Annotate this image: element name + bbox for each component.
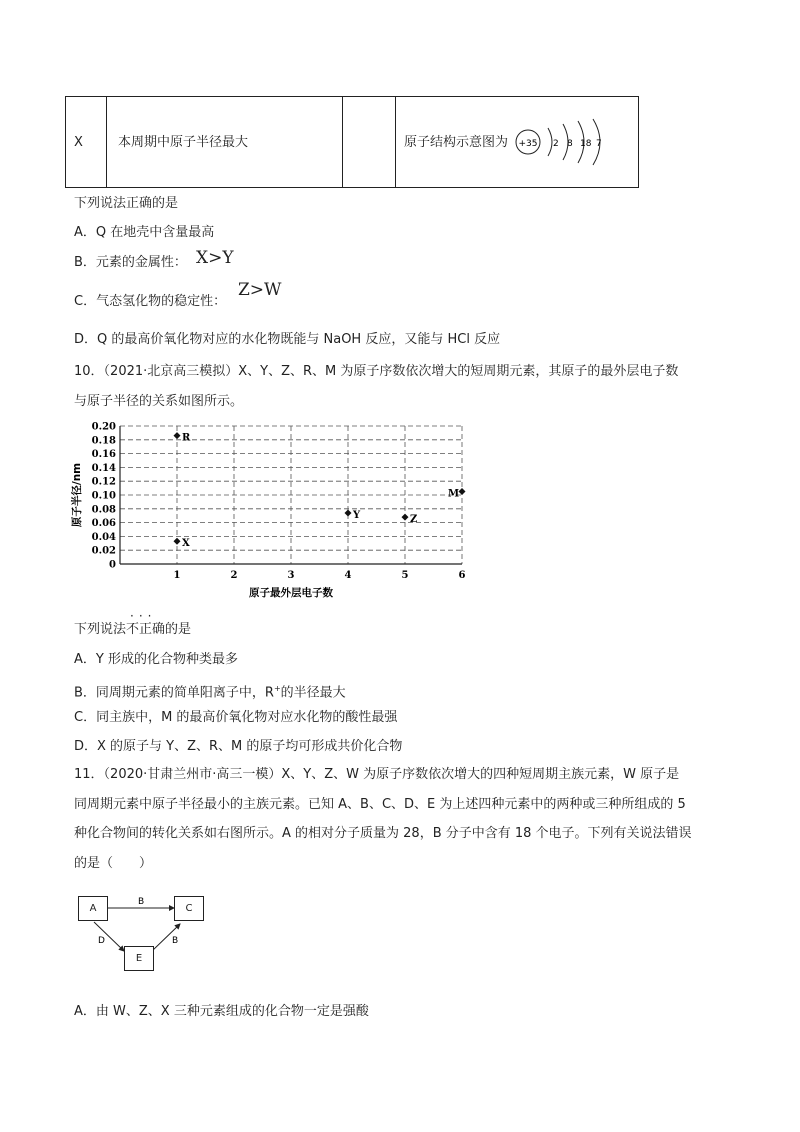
q9-option-b: B．元素的金属性： [74, 255, 187, 270]
q9-prompt: 下列说法正确的是 [74, 196, 179, 211]
data-point [174, 538, 181, 545]
q10-option-c: C．同主族中，M 的最高价氧化物对应水化物的酸性最强 [74, 710, 398, 725]
x-tick-label: 4 [344, 570, 352, 581]
q11-stem-line-3: 种化合物间的转化关系如右图所示。A 的相对分子质量为 28，B 分子中含有 18 个电子。下列有关说法错误 [74, 826, 692, 841]
q10-option-d: D．X 的原子与 Y、Z、R、M 的原子均可形成共价化合物 [74, 739, 403, 754]
q10-prompt-post: 的是 [165, 622, 192, 637]
data-point [459, 488, 466, 495]
point-label: X [182, 538, 190, 550]
x-tick-label: 5 [401, 570, 409, 581]
point-label: M [448, 488, 460, 500]
q11-stem-line-1: 11．（2020·甘肃兰州市·高三一模）X、Y、Z、W 为原子序数依次增大的四种短周期主族元素，W 原子是 [74, 767, 680, 782]
q10-option-b-text: B．同周期元素的简单阳离子中，R [74, 685, 274, 701]
q10-stem-line-2: 与原子半径的关系如图所示。 [74, 394, 244, 409]
y-tick-label: 0.08 [91, 504, 116, 516]
point-label: Y [353, 509, 361, 521]
y-tick-label: 0.20 [91, 421, 116, 433]
y-tick-label: 0.04 [91, 531, 116, 543]
node-e: E [124, 946, 154, 971]
y-tick-label: 0.14 [91, 462, 116, 474]
q10-prompt-emphasis: 不正确 [126, 622, 166, 637]
point-label: R [182, 432, 191, 444]
shell-count: 2 [553, 139, 559, 149]
q11-option-a: A．由 W、Z、X 三种元素组成的化合物一定是强酸 [74, 1004, 369, 1019]
data-point [174, 432, 181, 439]
x-tick-label: 1 [173, 570, 181, 581]
table-divider [106, 97, 107, 187]
x-axis-label: 原子最外层电子数 [249, 587, 333, 599]
radius-vs-electrons-chart [70, 418, 480, 608]
emphasis-dots: ··· [130, 609, 157, 623]
q10-option-a: A．Y 形成的化合物种类最多 [74, 652, 238, 667]
node-a: A [78, 896, 108, 921]
edge-label-ae: D [98, 936, 105, 946]
q9-option-c-math: Z>W [238, 280, 282, 300]
node-c: C [174, 896, 204, 921]
edge-label-ac: B [138, 897, 145, 907]
y-tick-label: 0.16 [91, 449, 116, 461]
q10-stem-line-1: 10．（2021·北京高三模拟）X、Y、Z、R、M 为原子序数依次增大的短周期元素，其原子的最外层电子数 [74, 364, 679, 379]
q9-option-c: C．气态氢化物的稳定性： [74, 294, 227, 309]
q9-option-b-math: X>Y [196, 248, 234, 268]
y-tick-label: 0.02 [91, 545, 116, 557]
x-tick-label: 2 [230, 570, 238, 581]
shell-count: 7 [596, 139, 602, 149]
shell-count: 8 [567, 139, 573, 149]
q10-option-b-tail: 的半径最大 [280, 685, 346, 701]
shell-count: 18 [580, 139, 592, 149]
q11-stem-line-2: 同周期元素中原子半径最小的主族元素。已知 A、B、C、D、E 为上述四种元素中的两种或三种所组成的 5 [74, 797, 686, 812]
data-point [345, 509, 352, 516]
q11-stem-line-4: 的是（ ） [74, 856, 153, 871]
y-tick-label: 0 [109, 559, 116, 571]
table-cell-structure-text: 原子结构示意图为 [404, 135, 509, 150]
y-tick-label: 0.12 [91, 476, 116, 488]
q10-option-b-superscript: + [273, 684, 281, 693]
table-cell-description: 本周期中原子半径最大 [118, 135, 249, 150]
q10-prompt [74, 620, 191, 640]
data-point [402, 514, 409, 521]
point-label: Z [410, 514, 418, 526]
conversion-diagram [72, 893, 212, 973]
y-tick-label: 0.10 [91, 490, 116, 502]
q10-prompt-pre: 下列说法 [74, 622, 127, 637]
y-axis-label: 原子半径/nm [71, 462, 83, 528]
y-tick-label: 0.18 [91, 435, 116, 447]
edge-label-ec: B [172, 936, 179, 946]
q9-option-d: D．Q 的最高价氧化物对应的水化物既能与 NaOH 反应，又能与 HCl 反应 [74, 332, 501, 347]
x-tick-label: 3 [287, 570, 295, 581]
table-divider [342, 97, 343, 187]
table-row-label: X [74, 135, 83, 150]
y-tick-label: 0.06 [91, 518, 116, 530]
chart-svg [70, 418, 480, 608]
x-tick-label: 6 [458, 570, 466, 581]
q10-option-b [74, 679, 346, 703]
atomic-structure-diagram [510, 118, 620, 168]
q9-option-a: A．Q 在地壳中含量最高 [74, 225, 215, 240]
nucleus-label: +35 [518, 139, 538, 149]
table-divider [395, 97, 396, 187]
